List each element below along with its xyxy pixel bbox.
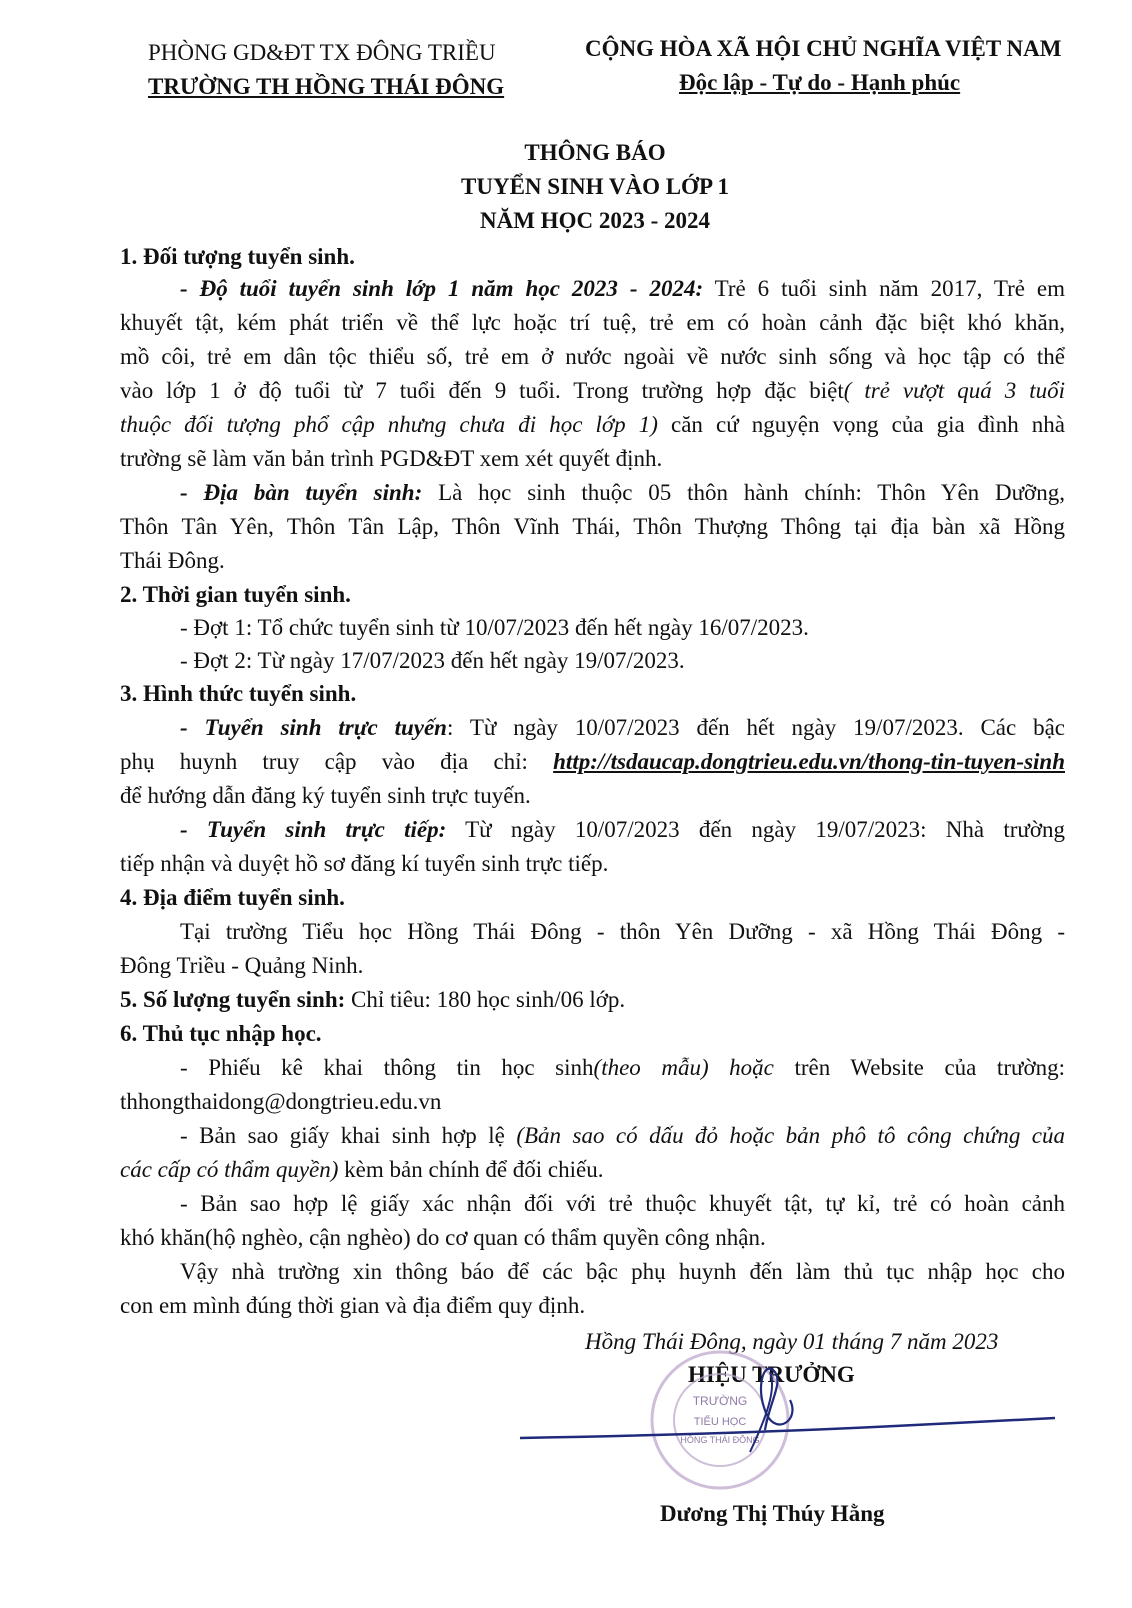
place-date: Hồng Thái Đông, ngày 01 tháng 7 năm 2023 [585,1329,999,1354]
special-case-note: ( trẻ vượt quá 3 tuổi [843,378,1065,403]
age-text: căn cứ nguyện vọng của gia đình nhà [657,412,1065,437]
section-1-line [120,374,1065,408]
round-2: - Đợt 2: Từ ngày 17/07/2023 đến hết ngày 19/07/2023. [180,648,685,673]
online-text: phụ huynh truy cập vào địa chỉ: [120,749,554,774]
signer-title: HIỆU TRƯỞNG [688,1362,855,1387]
procedure-text: trên Website của trường: [773,1055,1066,1080]
doc-subtitle: TUYỂN SINH VÀO LỚP 1 [461,174,729,199]
procedure-note: (theo mẫu) hoặc [593,1055,774,1080]
section-3-heading: 3. Hình thức tuyển sinh. [120,681,357,706]
section-1-line: trường sẽ làm văn bản trình PGD&ĐT xem xét quyết định. [120,446,663,471]
section-1-line: khuyết tật, kém phát triển về thể lực hoặc trí tuệ, trẻ em có hoàn cảnh đặc biệt khó khăn, [120,310,1065,335]
direct-line [180,813,1065,847]
quota-text: Chỉ tiêu: 180 học sinh/06 lớp. [345,987,626,1012]
procedure-text: kèm bản chính để đối chiếu. [338,1157,604,1182]
national-motto: Độc lập - Tự do - Hạnh phúc [679,70,961,95]
section-1-line [120,408,1065,442]
closing-line: con em mình đúng thời gian và địa điểm quy định. [120,1293,586,1318]
age-text: vào lớp 1 ở độ tuổi từ 7 tuổi đến 9 tuổi. Trong trường hợp đặc biệt [120,378,844,403]
stamp-line: TRƯỜNG [692,1394,748,1408]
location-line: Tại trường Tiểu học Hồng Thái Đông - thôn Yên Dưỡng - xã Hồng Thái Đông - [180,919,1065,944]
school-year: NĂM HỌC 2023 - 2024 [480,208,710,233]
section-1-line: Thái Đông. [120,548,225,573]
school-name: TRƯỜNG TH HỒNG THÁI ĐÔNG [148,74,505,99]
round-1: - Đợt 1: Tổ chức tuyển sinh từ 10/07/2023 đến hết ngày 16/07/2023. [180,615,809,640]
age-label: - Độ tuổi tuyển sinh lớp 1 năm học 2023 - 2024: [180,276,704,301]
procedure-line [180,1119,1065,1153]
section-5-heading: 5. Số lượng tuyển sinh: [120,987,346,1012]
stamp-line: HỒNG THÁI ĐÔNG [680,1435,760,1445]
agency-name: PHÒNG GD&ĐT TX ĐÔNG TRIỀU [148,40,496,65]
area-label: - Địa bàn tuyển sinh: [180,480,423,505]
doc-title: THÔNG BÁO [524,140,666,165]
procedure-line [120,1153,603,1187]
section-1-heading: 1. Đối tượng tuyển sinh. [120,244,355,269]
procedure-note: (Bản sao có dấu đỏ hoặc bản phô tô công chứng của [516,1123,1065,1148]
direct-label: - Tuyển sinh trực tiếp: [180,817,447,842]
school-email[interactable]: thhongthaidong@dongtrieu.edu.vn [120,1089,442,1114]
location-line: Đông Triều - Quảng Ninh. [120,953,364,978]
handwritten-signature [515,1360,1060,1470]
stamp-line: TIỂU HỌC [693,1416,747,1428]
online-line [180,711,1065,745]
age-text: Trẻ 6 tuổi sinh năm 2017, Trẻ em [703,276,1065,301]
registration-link[interactable]: http://tsdaucap.dongtrieu.edu.vn/thong-tin-tuyen-sinh [553,749,1065,774]
procedure-note: các cấp có thẩm quyền) [120,1157,339,1182]
closing-line: Vậy nhà trường xin thông báo để các bậc phụ huynh đến làm thủ tục nhập học cho [180,1259,1065,1284]
procedure-text: - Phiếu kê khai thông tin học sinh [180,1055,594,1080]
national-title: CỘNG HÒA XÃ HỘI CHỦ NGHĨA VIỆT NAM [585,36,1062,61]
section-1-line: mồ côi, trẻ em dân tộc thiểu số, trẻ em ở nước ngoài về nước sinh sống và học tập có thể [120,344,1065,369]
online-label: - Tuyển sinh trực tuyến [180,715,447,740]
direct-line: tiếp nhận và duyệt hồ sơ đăng kí tuyển sinh trực tiếp. [120,851,609,876]
section-1-age-line [180,272,1065,306]
online-text: : Từ ngày 10/07/2023 đến hết ngày 19/07/2023. Các bậc [446,715,1066,740]
special-case-note: thuộc đối tượng phổ cập nhưng chưa đi học lớp 1) [120,412,658,437]
section-1-line: Thôn Tân Yên, Thôn Tân Lập, Thôn Vĩnh Thái, Thôn Thượng Thông tại địa bàn xã Hồng [120,514,1065,539]
section-1-area-line [180,476,1065,510]
signer-name: Dương Thị Thúy Hằng [660,1501,885,1526]
online-line: để hướng dẫn đăng ký tuyển sinh trực tuyến. [120,783,531,808]
area-text: Là học sinh thuộc 05 thôn hành chính: Thôn Yên Dưỡng, [422,480,1065,505]
section-2-heading: 2. Thời gian tuyển sinh. [120,582,351,607]
procedure-line: khó khăn(hộ nghèo, cận nghèo) do cơ quan có thẩm quyền công nhận. [120,1225,766,1250]
section-5-line [120,983,625,1017]
section-6-heading: 6. Thủ tục nhập học. [120,1021,322,1046]
procedure-text: - Bản sao giấy khai sinh hợp lệ [180,1123,517,1148]
procedure-line [180,1051,1065,1085]
direct-text: Từ ngày 10/07/2023 đến ngày 19/07/2023: Nhà trường [446,817,1065,842]
online-line [120,745,1065,779]
procedure-line: - Bản sao hợp lệ giấy xác nhận đối với trẻ thuộc khuyết tật, tự kỉ, trẻ có hoàn cảnh [180,1191,1065,1216]
section-4-heading: 4. Địa điểm tuyển sinh. [120,885,345,910]
